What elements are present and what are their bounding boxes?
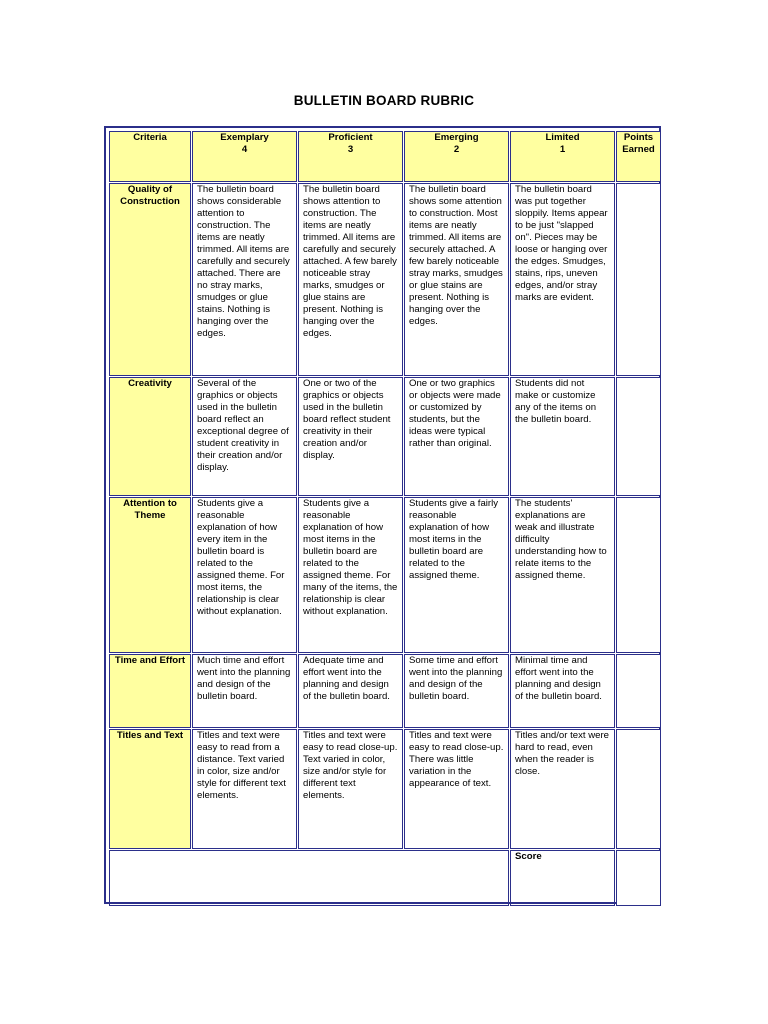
header-proficient: Proficient 3: [298, 131, 403, 182]
rubric-table: [108, 130, 662, 907]
cell-exemplary: Titles and text were easy to read from a distance. Text varied in color, size and/or style for different text elements.: [192, 729, 297, 849]
header-emerging: Emerging 2: [404, 131, 509, 182]
page-title: BULLETIN BOARD RUBRIC: [293, 93, 475, 108]
header-exemplary: Exemplary 4: [192, 131, 297, 182]
criterion-titles-and-text: Titles and Text: [109, 729, 191, 849]
points-earned-cell[interactable]: [616, 497, 661, 653]
cell-exemplary: Much time and effort went into the planning and design of the bulletin board.: [192, 654, 297, 728]
criterion-attention-to-theme: Attention to Theme: [109, 497, 191, 653]
cell-limited: Students did not make or customize any of the items on the bulletin board.: [510, 377, 615, 496]
header-limited: Limited 1: [510, 131, 615, 182]
table-row: [109, 183, 661, 376]
table-row: [109, 497, 661, 653]
criterion-creativity: Creativity: [109, 377, 191, 496]
table-row: [109, 654, 661, 728]
cell-emerging: The bulletin board shows some attention to construction. Most items are neatly trimmed. All items are securely attached. A few barely noticeable stray marks, smudges or glue stains are present. Nothing is hanging over the edges.: [404, 183, 509, 376]
cell-proficient: Titles and text were easy to read close-up. Text varied in color, size and/or style for different text elements.: [298, 729, 403, 849]
header-points-earned: Points Earned: [616, 131, 661, 182]
score-label: Score: [510, 850, 615, 906]
table-row: [109, 377, 661, 496]
cell-emerging: One or two graphics or objects were made or customized by students, but the ideas were typical rather than original.: [404, 377, 509, 496]
cell-limited: Titles and/or text were hard to read, even when the reader is close.: [510, 729, 615, 849]
cell-emerging: Titles and text were easy to read close-up. There was little variation in the appearance of text.: [404, 729, 509, 849]
cell-proficient: Adequate time and effort went into the planning and design of the bulletin board.: [298, 654, 403, 728]
score-row: [109, 850, 661, 906]
cell-emerging: Some time and effort went into the planning and design of the bulletin board.: [404, 654, 509, 728]
table-row: [109, 729, 661, 849]
points-earned-cell[interactable]: [616, 654, 661, 728]
cell-proficient: One or two of the graphics or objects used in the bulletin board reflect student creativity in their creation and/or display.: [298, 377, 403, 496]
points-earned-cell[interactable]: [616, 183, 661, 376]
cell-proficient: Students give a reasonable explanation of how most items in the bulletin board are related to the assigned theme. For many of the items, the relationship is clear without explanation.: [298, 497, 403, 653]
criterion-time-and-effort: Time and Effort: [109, 654, 191, 728]
points-earned-cell[interactable]: [616, 377, 661, 496]
cell-proficient: The bulletin board shows attention to construction. The items are neatly trimmed. All items are carefully and securely attached. A few barely noticeable stray marks, smudges or glue stains are present. Nothing is hanging over the edges.: [298, 183, 403, 376]
cell-exemplary: Students give a reasonable explanation of how every item in the bulletin board is related to the assigned theme. For most items, the relationship is clear without explanation.: [192, 497, 297, 653]
criterion-quality-of-construction: Quality of Construction: [109, 183, 191, 376]
header-row: [109, 131, 661, 182]
cell-exemplary: The bulletin board shows considerable attention to construction. The items are neatly trimmed. All items are carefully and securely attached. There are no stray marks, smudges or glue stains. Nothing is hanging over the edges.: [192, 183, 297, 376]
header-criteria: Criteria: [109, 131, 191, 182]
points-earned-cell[interactable]: [616, 729, 661, 849]
cell-exemplary: Several of the graphics or objects used in the bulletin board reflect an exceptional degree of student creativity in their creation and/or display.: [192, 377, 297, 496]
cell-limited: The students' explanations are weak and illustrate difficulty understanding how to relate items to the assigned theme.: [510, 497, 615, 653]
cell-limited: Minimal time and effort went into the planning and design of the bulletin board.: [510, 654, 615, 728]
score-blank-cell: [109, 850, 509, 906]
total-score-cell[interactable]: [616, 850, 661, 906]
cell-emerging: Students give a fairly reasonable explanation of how most items in the bulletin board are related to the assigned theme.: [404, 497, 509, 653]
rubric-table-frame: [104, 126, 661, 904]
cell-limited: The bulletin board was put together sloppily. Items appear to be just "slapped on". Pieces may be loose or hanging over the edges. Smudges, stains, rips, uneven edges, and/or stray marks are evident.: [510, 183, 615, 376]
